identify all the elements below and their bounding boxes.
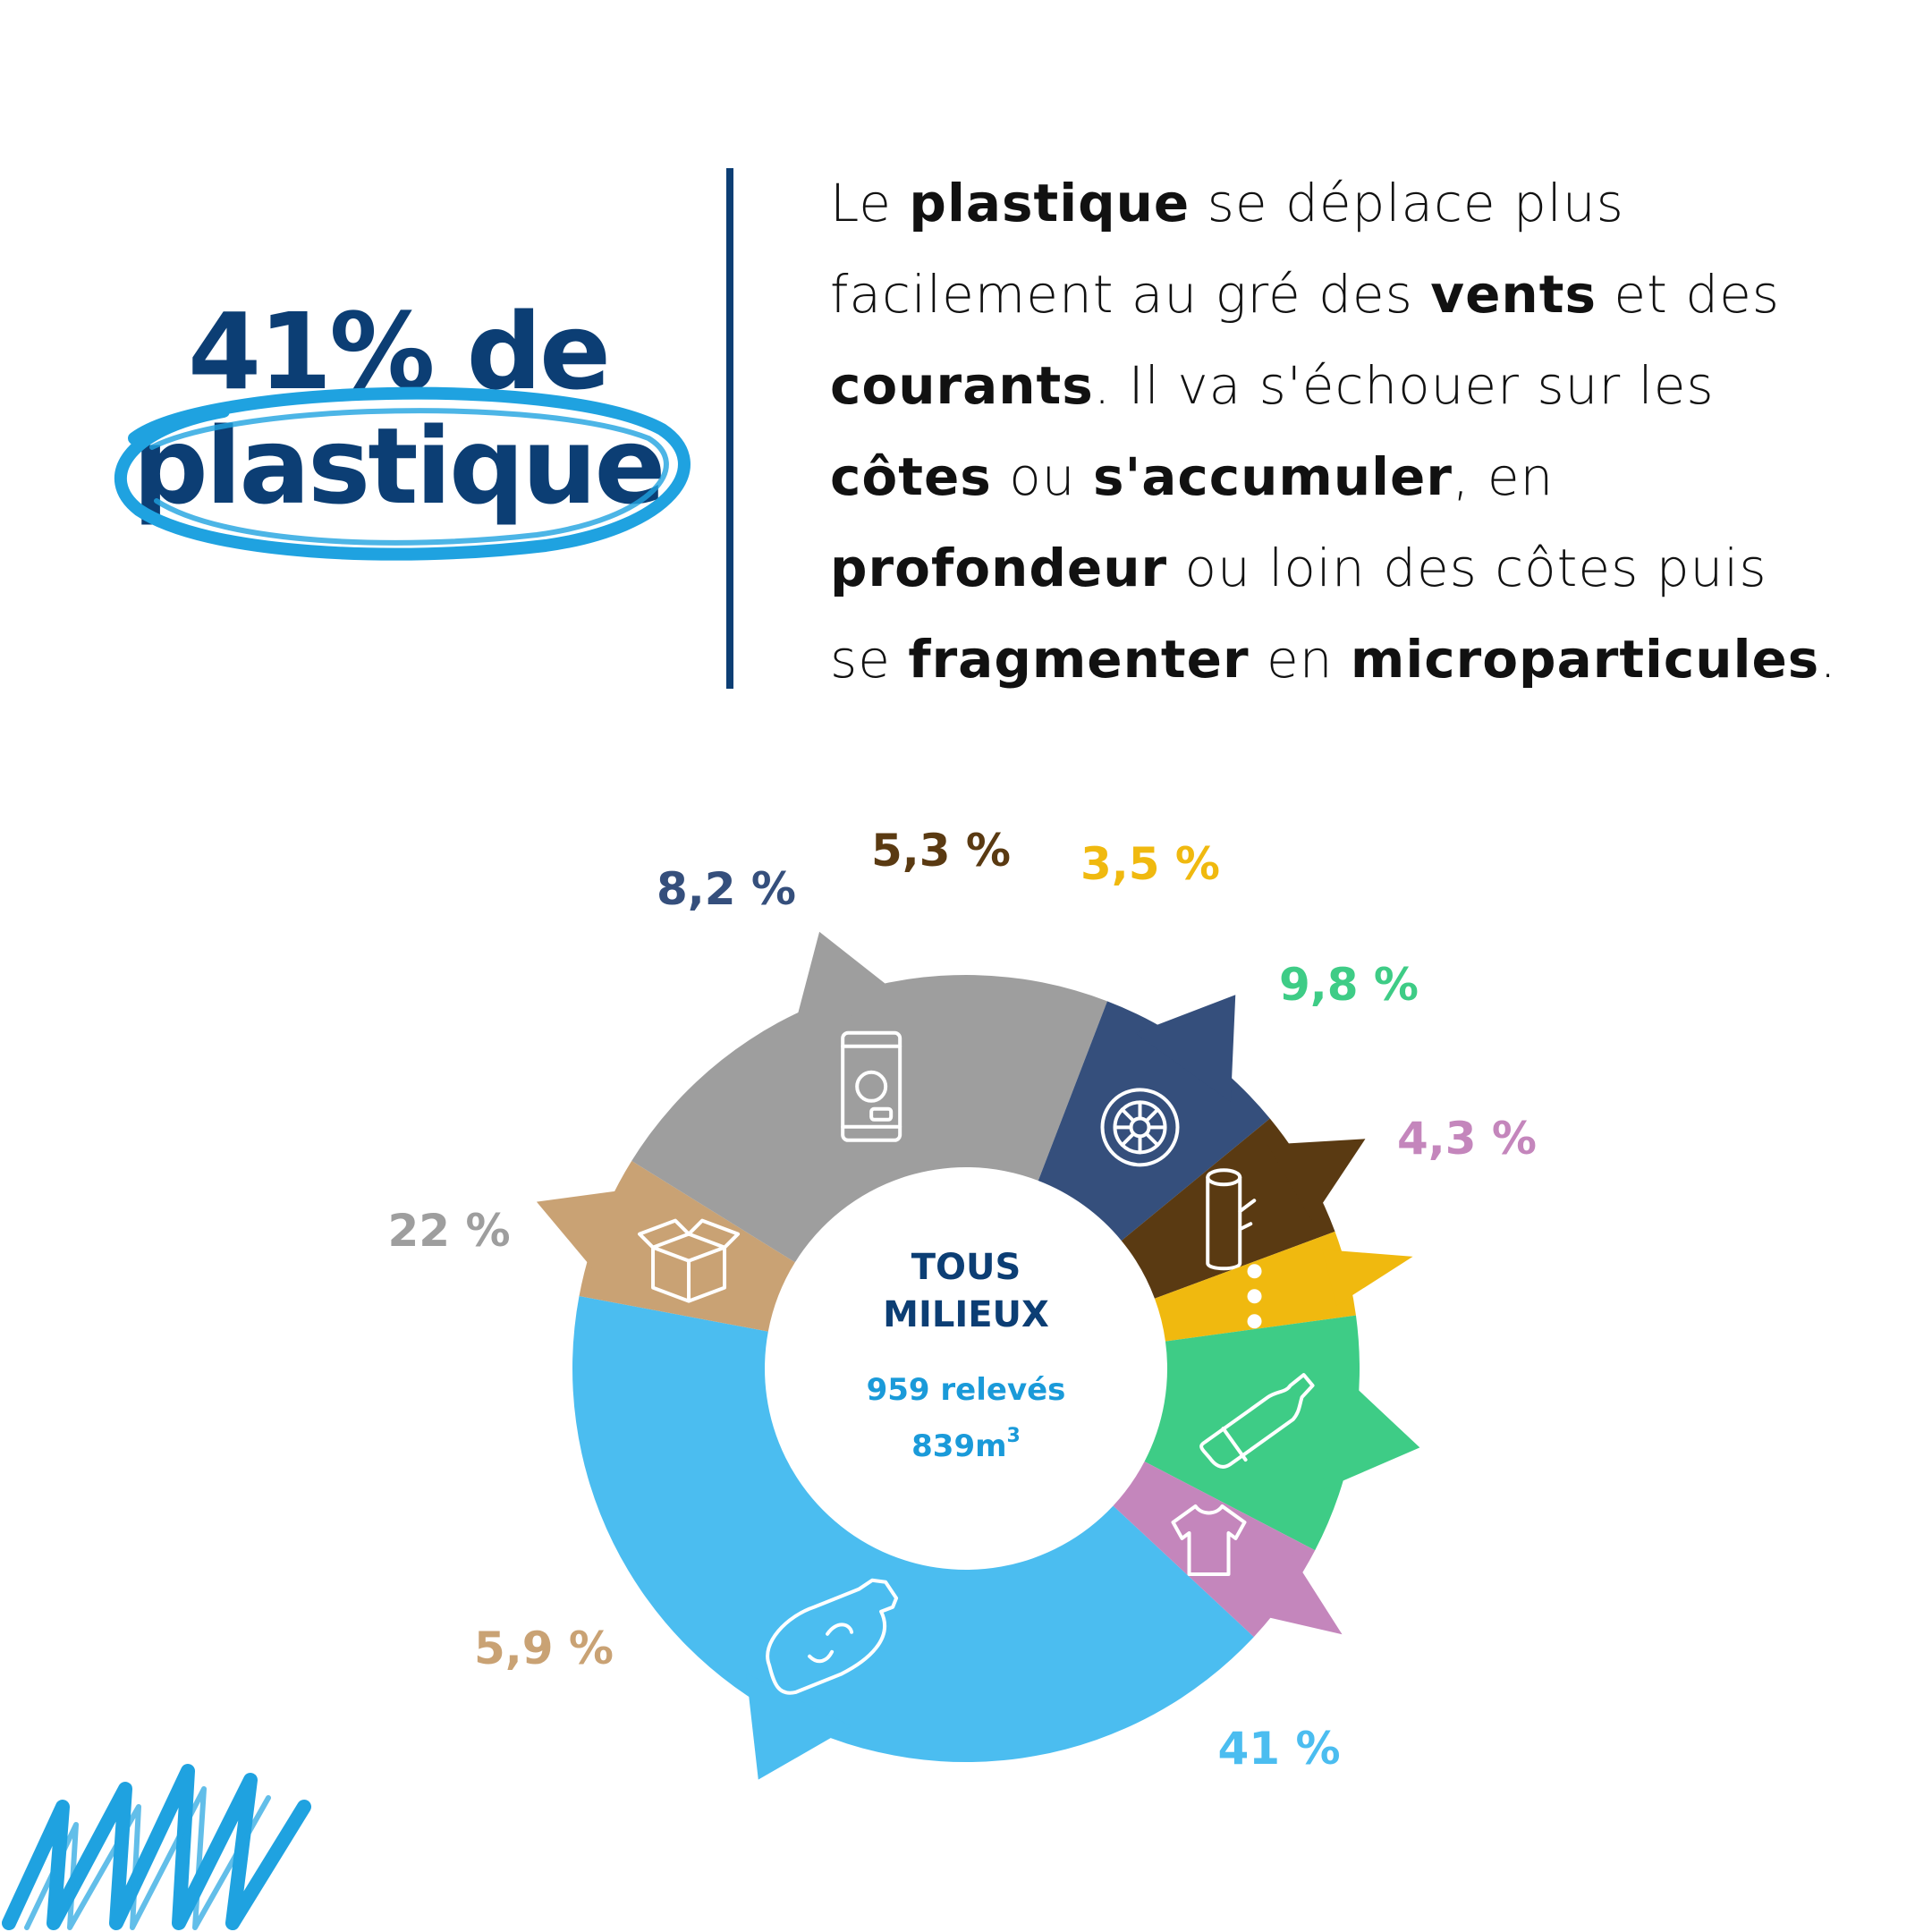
paragraph-bold-text: fragmenter xyxy=(908,629,1250,690)
slice-label: 4,3 % xyxy=(1396,1113,1538,1165)
paragraph-bold-text: microparticules xyxy=(1350,629,1820,690)
headline-line1: 41% de xyxy=(187,290,609,413)
slice-label: 41 % xyxy=(1217,1723,1341,1775)
headline-line2: plastique xyxy=(132,404,664,528)
paragraph-text: se xyxy=(830,629,909,690)
paragraph-bold-text: plastique xyxy=(909,173,1191,233)
paragraph-text: . Il va s'échouer sur les xyxy=(1093,355,1715,416)
slice-label: 3,5 % xyxy=(1080,838,1221,890)
paragraph-bold-text: côtes xyxy=(830,446,992,507)
center-title-line2: MILIEUX xyxy=(883,1294,1049,1335)
brush-scribble-decoration xyxy=(0,1753,358,1932)
slice-label: 8,2 % xyxy=(656,863,797,915)
slice-label: 22 % xyxy=(387,1205,511,1257)
paragraph-bold-text: profondeur xyxy=(830,538,1168,598)
paragraph-text: ou loin des côtes puis xyxy=(1167,538,1767,598)
center-title-line1: TOUS xyxy=(911,1247,1021,1288)
paragraph-bold-text: s'accumuler xyxy=(1092,446,1453,507)
slice-pointer xyxy=(1322,1250,1412,1306)
slice-label: 5,3 % xyxy=(870,825,1012,877)
center-volume: $839m^3$ xyxy=(911,1425,1021,1464)
slice-label: 5,9 % xyxy=(473,1623,614,1674)
center-count: 959 relevés xyxy=(866,1372,1066,1408)
paragraph-text: , en xyxy=(1452,446,1555,507)
paragraph-text: Le xyxy=(830,173,910,233)
paragraph-bold-text: courants xyxy=(830,355,1094,416)
paragraph-text: et des xyxy=(1596,264,1780,325)
paragraph-text: . xyxy=(1819,629,1837,690)
paragraph-bold-text: vents xyxy=(1430,264,1597,325)
paragraph-text: ou xyxy=(991,446,1093,507)
paragraph-text: se déplace plus xyxy=(1190,173,1624,233)
other-dots-icon xyxy=(1248,1264,1262,1328)
slice-label: 9,8 % xyxy=(1278,959,1419,1011)
paragraph-text: en xyxy=(1249,629,1351,690)
paragraph-text: facilement au gré des xyxy=(830,264,1431,325)
